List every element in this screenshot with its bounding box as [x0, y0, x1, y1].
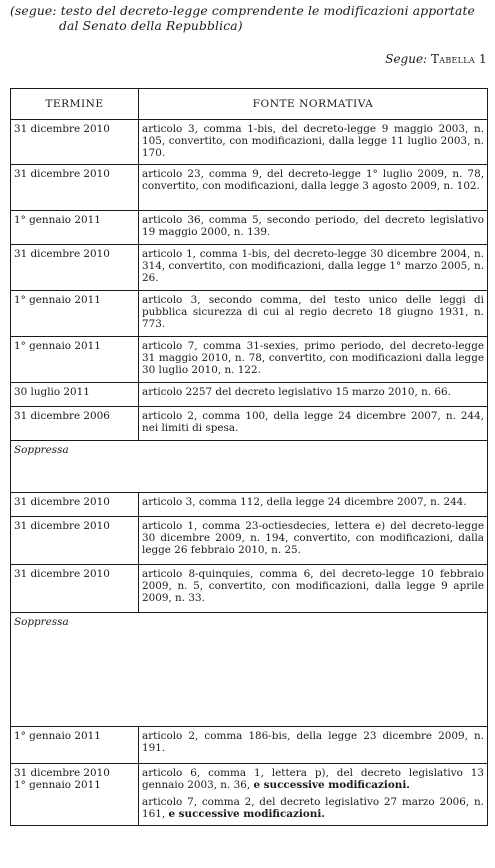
termine-cell: 31 dicembre 2010 [11, 165, 139, 211]
table-row [11, 383, 488, 407]
termine-cell: 30 luglio 2011 [11, 383, 139, 407]
table-row [11, 565, 488, 613]
fonte-cell: articolo 3, secondo comma, del testo unico delle leggi di pubblica sicurezza di cui al regio decreto 18 giugno 1931, n. 773. [139, 291, 488, 337]
fonte-cell: articolo 3, comma 112, della legge 24 dicembre 2007, n. 244. [139, 493, 488, 517]
fonte-paragraph [142, 767, 484, 791]
fonte-text: articolo 7, comma 2, del decreto legislativo 27 marzo 2006, n. 161, [142, 796, 484, 821]
fonte-cell: articolo 23, comma 9, del decreto-legge 1° luglio 2009, n. 78, convertito, con modificazioni, dalla legge 3 agosto 2009, n. 102. [139, 165, 488, 211]
termine-cell: 31 dicembre 2010 [11, 517, 139, 565]
fonte-bold-text: e successive modificazioni. [253, 779, 410, 792]
fonte-cell: articolo 2, comma 186-bis, della legge 23 dicembre 2009, n. 191. [139, 727, 488, 764]
soppressa-cell: Soppressa [11, 441, 488, 493]
termine-cell: 1° gennaio 2011 [11, 337, 139, 383]
termine-cell: 31 dicembre 2010 [11, 493, 139, 517]
termine-cell [11, 764, 139, 826]
termine-cell: 31 dicembre 2010 [11, 565, 139, 613]
terms-table [10, 88, 488, 826]
fonte-cell: articolo 3, comma 1-bis, del decreto-legge 9 maggio 2003, n. 105, convertito, con modificazioni, dalla legge 11 luglio 2003, n. 170. [139, 120, 488, 165]
table-row [11, 764, 488, 826]
fonte-cell: articolo 8-quinquies, comma 6, del decreto-legge 10 febbraio 2009, n. 5, convertito, con modificazioni, dalla legge 9 aprile 2009, n. 33. [139, 565, 488, 613]
termine-line: 31 dicembre 2010 [14, 767, 110, 779]
header-fonte-normativa: FONTE NORMATIVA [139, 89, 488, 120]
tabella-title: Tabella 1 [430, 52, 487, 66]
fonte-cell [139, 764, 488, 826]
table-row [11, 245, 488, 291]
table-row-soppressa [11, 441, 488, 493]
table-row [11, 517, 488, 565]
header-line-1: (segue: testo del decreto-legge comprendente le modificazioni apportate [10, 4, 475, 18]
segue-word: Segue: [385, 52, 428, 66]
table-row [11, 727, 488, 764]
header-line-2: dal Senato della Repubblica) [59, 19, 243, 33]
termine-cell: 1° gennaio 2011 [11, 727, 139, 764]
table-row [11, 291, 488, 337]
table-header-row [11, 89, 488, 120]
termine-cell: 31 dicembre 2010 [11, 245, 139, 291]
fonte-cell: articolo 2257 del decreto legislativo 15 marzo 2010, n. 66. [139, 383, 488, 407]
fonte-cell: articolo 7, comma 31-sexies, primo periodo, del decreto-legge 31 maggio 2010, n. 78, convertito, con modificazioni dalla legge 30 luglio 2010, n. 122. [139, 337, 488, 383]
fonte-cell: articolo 36, comma 5, secondo periodo, del decreto legislativo 19 maggio 2000, n. 139. [139, 211, 488, 245]
table-row [11, 120, 488, 165]
termine-cell: 31 dicembre 2010 [11, 120, 139, 165]
termine-cell: 1° gennaio 2011 [11, 211, 139, 245]
termine-line: 1° gennaio 2011 [14, 779, 101, 792]
table-row [11, 211, 488, 245]
fonte-bold-text: e successive modificazioni. [168, 808, 325, 821]
page-header [10, 4, 488, 34]
fonte-text: articolo 6, comma 1, lettera p), del decreto legislativo 13 gennaio 2003, n. 36, [142, 767, 484, 792]
table-row [11, 165, 488, 211]
termine-cell: 1° gennaio 2011 [11, 291, 139, 337]
table-row [11, 407, 488, 441]
fonte-cell: articolo 1, comma 1-bis, del decreto-legge 30 dicembre 2004, n. 314, convertito, con modificazioni, dalla legge 1° marzo 2005, n. 26. [139, 245, 488, 291]
fonte-cell: articolo 1, comma 23-octiesdecies, lettera e) del decreto-legge 30 dicembre 2009, n. 194, convertito, con modificazioni, dalla legge 26 febbraio 2010, n. 25. [139, 517, 488, 565]
fonte-paragraph [142, 796, 484, 820]
segue-tabella-label [385, 52, 487, 66]
termine-cell: 31 dicembre 2006 [11, 407, 139, 441]
soppressa-cell: Soppressa [11, 613, 488, 727]
table-row [11, 493, 488, 517]
fonte-cell: articolo 2, comma 100, della legge 24 dicembre 2007, n. 244, nei limiti di spesa. [139, 407, 488, 441]
header-termine: TERMINE [11, 89, 139, 120]
table-row [11, 337, 488, 383]
table-row-soppressa [11, 613, 488, 727]
